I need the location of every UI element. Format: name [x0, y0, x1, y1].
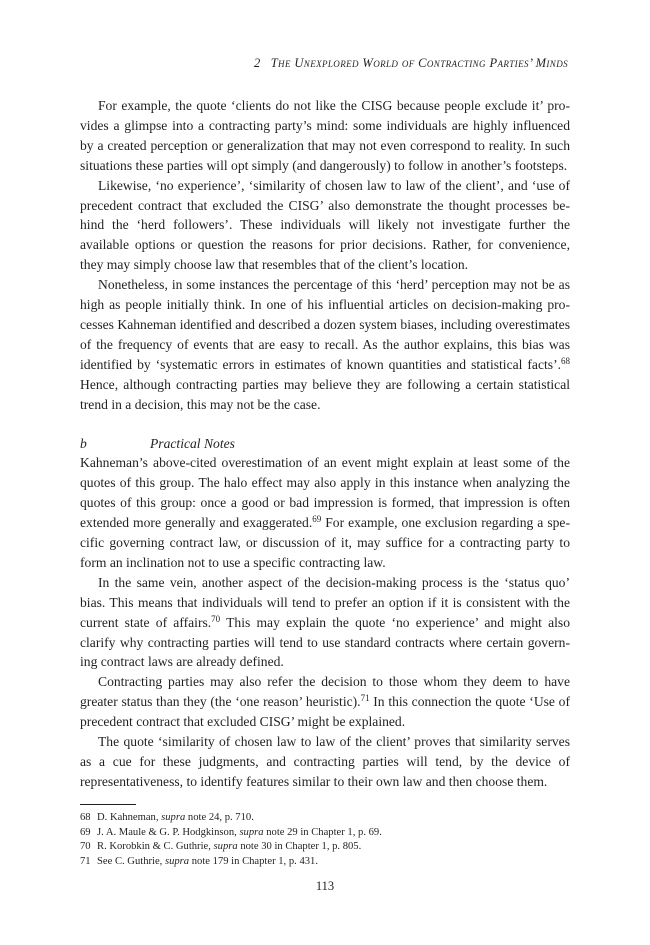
footnote-text-end: note 24, p. 710. [185, 812, 254, 823]
section-title: Practical Notes [150, 435, 235, 451]
footnote-text: R. Korobkin & C. Guthrie, [97, 841, 214, 853]
paragraph-3-continued: Hence, although contracting parties may believe they are following a certain statistical trend in a decision, this may not be the case. [80, 376, 570, 412]
footnote-text-end: note 30 in Chapter 1, p. 805. [237, 841, 362, 853]
footnote-number: 68 [80, 812, 91, 823]
footnote-number: 69 [80, 826, 91, 838]
footnote-text: J. A. Maule & G. P. Hodgkinson, [97, 826, 240, 838]
footnote-number: 70 [80, 841, 91, 853]
paragraph-2: Likewise, ‘no experience’, ‘similarity of chosen law to law of the client’, and ‘use of precedent contract that excluded the CISG’ also demonstrate the thought processes behind the ‘herd followers’. These individuals will likely not investigate further the available options or question the reasons for prior decisions. Rather, for convenience, they may simply choose law that resembles that of the client’s location. [80, 177, 570, 273]
footnotes [80, 811, 570, 869]
paragraph-4 [80, 453, 570, 572]
chapter-number: 2 [254, 56, 261, 70]
footnote-69 [80, 826, 570, 841]
footnote-emphasis: supra [161, 812, 186, 823]
footnote-ref-70[interactable]: 70 [211, 613, 221, 624]
footnote-70 [80, 840, 570, 855]
footnote-text: D. Kahneman, [97, 812, 162, 823]
footnote-number: 71 [80, 855, 91, 867]
footnote-ref-68[interactable]: 68 [561, 355, 570, 366]
paragraph-4-continued: For example, one exclusion regarding a specific governing contract law, or discussion of it, may suffice for a contracting party to form an inclination not to use a specific contracting law. [80, 515, 570, 570]
footnote-71 [80, 855, 570, 870]
section-letter: b [80, 435, 87, 451]
paragraph-5 [80, 573, 570, 673]
footnote-rule [80, 804, 136, 805]
footnote-emphasis: supra [213, 841, 238, 853]
paragraph-6-text: Contracting parties may also refer the decision to those whom they deem to have greater status than they (the ‘one reason’ heuristic). [80, 674, 570, 710]
page-number: 113 [315, 879, 335, 893]
footnote-emphasis: supra [164, 855, 190, 867]
paragraph-5-continued: This may explain the quote ‘no experience’ and might also clarify why contracting parties will tend to use standard contracts where certain governing contract laws are already defined. [80, 614, 570, 670]
footnote-text-end: note 179 in Chapter 1, p. 431. [189, 855, 318, 867]
chapter-title: The Unexplored World of Contracting Parties’ Minds [270, 56, 568, 70]
paragraph-6-continued: In this connection the quote ‘Use of precedent contract that excluded CISG’ might be explained. [80, 694, 570, 730]
body-text [80, 96, 570, 792]
paragraph-7: The quote ‘similarity of chosen law to law of the client’ proves that similarity serves as a cue for these judgments, and contracting parties will tend, by the device of representativeness, to identify features similar to their own law and then choose them. [80, 734, 570, 789]
footnote-emphasis: supra [239, 826, 264, 838]
section-heading [80, 434, 570, 454]
footnote-text: See C. Guthrie, [97, 855, 165, 867]
footnote-ref-69[interactable]: 69 [312, 514, 322, 525]
footnote-text-end: note 29 in Chapter 1, p. 69. [263, 826, 382, 838]
paragraph-6 [80, 672, 570, 732]
paragraph-5-text: In the same vein, another aspect of the decision-making process is the ‘status quo’ bias. This means that individuals will tend to prefer an option if it is consistent with the current state of affairs. [80, 574, 570, 630]
paragraph-1: For example, the quote ‘clients do not like the CISG because people exclude it’ provides a glimpse into a contracting party’s mind: some individuals are highly influenced by a created perception or generalization that may not even correspond to reality. In such situations these parties will opt simply (and dangerously) to follow in another’s footsteps. [80, 98, 570, 173]
running-head [254, 56, 568, 71]
paragraph-3-text: Nonetheless, in some instances the percentage of this ‘herd’ perception may not be as high as people initially think. In one of his influential articles on decision-making processes Kahneman identified and described a dozen system biases, including overestimates of the frequency of events that are easy to recall. As the author explains, this bias was identified by ‘systematic errors in estimates of known quantities and statistical facts’. [80, 277, 570, 372]
footnote-68 [80, 811, 570, 826]
paragraph-4-text: Kahneman’s above-cited overestimation of an event might explain at least some of the quotes of this group. The halo effect may also apply in this instance when analyzing the quotes of this group: once a good or bad impression is formed, that impression is often extended more generally and exaggerated. [80, 455, 570, 531]
paragraph-3 [80, 275, 570, 414]
footnote-ref-71[interactable]: 71 [360, 693, 370, 704]
